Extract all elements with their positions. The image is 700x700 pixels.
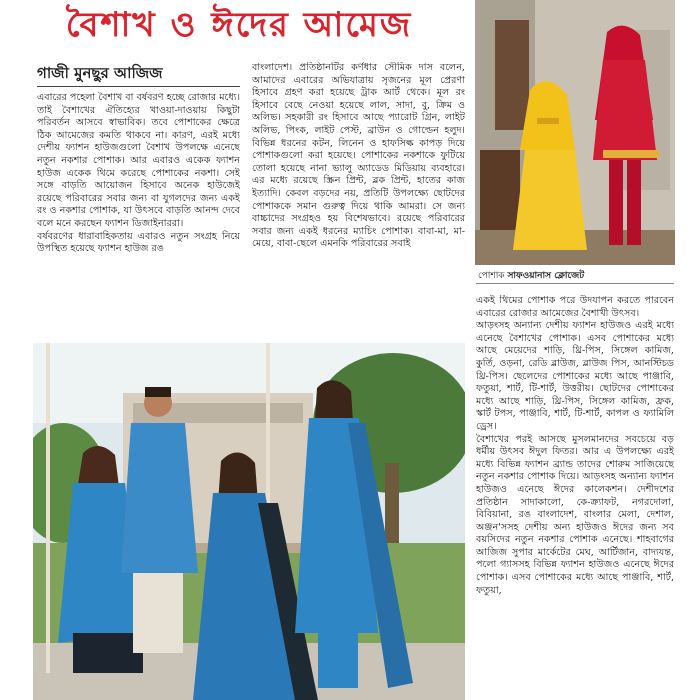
paragraph: বাংলাদেশ। প্রতিষ্ঠানটির কর্ণধার সৌমিক দাস বলেন, আমাদের এবারের অভিযাত্রায় সৃজনের মূল প্রেরণা হিসাবে গ্রহণ করা হয়েছে ট্রাক আর্ট থেকে। মূল রং হিসাবে বেছে নেওয়া হয়েছে লাল, সাদা, বু, ক্রিম ও অলিভ। সহকারী রং হিসাবে আছে প্যারোট গ্রিন, লাইট অলিভ, পিংক, লাইট পেস্ট, ব্রাউন ও গোল্ডেন হলুদ। বিভিন্ন ধরনের কটন, লিনেন ও হাফসিল্ক কাপড় দিয়ে পোশাকগুলো করা হয়েছে। পোশাকের নকশাকে ফুটিয়ে তোলা হয়েছে নানা ভ্যালু অ্যাডেড মিডিয়ায় ব্যবহারে। এর মধ্যে রয়েছে স্ক্রিন প্রিন্ট, ব্লক প্রিন্ট, হাতের কাজ ইত্যাদি। কেবল বড়দের নয়, প্রতিটি উপলক্ষ্যে ছোটদের পোশাককে সমান গুরুত্ব দিয়ে থাকি আমরা। সে জন্য বাচ্চাদের সংগ্রহও হয় বিশেষভাবে। রয়েছে পরিবারের সবার জন্য একই ধরনের ম্যাচিং পোশাক। বাবা-মা, মা-মেয়ে, বাবা-ছেলে এমনকি পরিবারের সবাই — [252, 62, 465, 250]
window-frame — [495, 20, 529, 130]
paragraph: একই থিমের পোশাক পরে উদযাপন করতে পারবেন এবারের রোজার আমেজের বৈশাখী উৎসব। — [476, 295, 674, 319]
byline: গাজী মুনছুর আজিজ — [37, 64, 163, 82]
caption-prefix: পোশাক — [478, 271, 505, 281]
hair — [145, 387, 171, 397]
photo-caption — [478, 268, 674, 283]
family-photo-illustration — [33, 343, 465, 700]
family-photo — [33, 343, 465, 700]
fashion-photo — [475, 0, 675, 265]
blue-trouser — [318, 633, 358, 688]
blue-panjabi — [121, 423, 198, 573]
red-trouser-right — [627, 160, 641, 245]
red-trouser-left — [609, 160, 623, 245]
white-pajama — [133, 573, 183, 653]
gold-border — [603, 150, 659, 158]
caption-credit: সাফওয়ানাস ক্লোজেট — [507, 271, 585, 281]
text-column-2 — [252, 62, 465, 337]
headline: বৈশাখ ও ঈদের আমেজ — [65, 5, 413, 45]
fashion-photo-illustration — [475, 0, 675, 265]
paragraph: বৈশাখের পরই আসছে মুসলমানদের সবচেয়ে বড় ধর্মীয় উৎসব ঈদুল ফিতর। আর এ উপলক্ষ্যে এরই মধ্যে বিভিন্ন ফ্যাশন ব্র্যান্ড তাদের শোরুম সাজিয়েছে নতুন নকশার পোশাক দিয়ে। আড়ংসহ অন্যান্য ফ্যাশন হাউজও এনেছে ঈদের কালেকশন। দেশীদশের প্রতিষ্ঠান সাদাকালো, কে-ক্র্যাফট, নগরদোলা, বিবিয়ানা, রঙ বাংলাদেশ, বাংলার মেলা, দেশাল, অঞ্জন'সসহ দেশীয় অন্য হাউজও ঈদের জন্য সব বয়সিদের নতুন নকশার পোশাক এনেছে। শাহবাগের আজিজ সুপার মার্কেটের মেঘ, আর্টিজান, বাদ্যযন্ত, পলো গ্যাসসহ বিভিন্ন ফ্যাশন হাউজও এনেছে ঈদের পোশাক। এসব পোশাকের মধ্যে আছে পাঞ্জাবি, শার্ট, ফতুয়া, — [476, 433, 674, 596]
black-trouser — [73, 633, 143, 673]
caption-rule — [476, 283, 674, 284]
text-column-3 — [476, 295, 674, 700]
embroidery — [537, 118, 559, 124]
paragraph: আড়ংসহ অন্যান্য দেশীয় ফ্যাশন হাউজও এরই মধ্যে এনেছে বৈশাখের পোশাক। এসব পোশাকের মধ্যে আছে মেয়েদের শাড়ি, থ্রি-পিস, সিঙ্গেল কামিজ, কুর্তি, ওড়না, রেডি ব্লাউজ, ব্লাউজ পিস, আনস্টিচড থ্রি-পিস। ছেলেদের পোশাকের মধ্যে আছে পাঞ্জাবি, ফতুয়া, শার্ট, টি-শার্ট, উত্তরীয়। ছোটদের পোশাকের মধ্যে আছে শাড়ি, থ্রি-পিস, সিঙ্গেল কামিজ, ফ্রক, স্কার্ট টপস, পাঞ্জাবি, শার্ট, টি-শার্ট, কাপল ও ফ্যামিলি ড্রেস। — [476, 320, 674, 432]
paragraph: বর্ষবরণের ধারাবাহিকতায় এবারও নতুন সংগ্রহ নিয়ে উপস্থিত হয়েছে ফ্যাশন হাউজ রঙ — [37, 230, 240, 255]
cabinet — [480, 150, 520, 230]
yellow-dress — [513, 150, 587, 250]
byline-rule — [37, 86, 240, 87]
text-column-1 — [37, 92, 240, 337]
paragraph: এবারের পহেলা বৈশাখ বা বর্ষবরণ হচ্ছে রোজার মধ্যে। তাই বৈশাখের ঐতিহ্যের খাওয়া-দাওয়ায় কিছুটা পরিবর্তন আসবে স্বাভাবিক। তবে পোশাকের ক্ষেত্রে ঠিক আমেজের কমতি থাকবে না। কারণ, এরই মধ্যে দেশীয় ফ্যাশন হাউজগুলো বৈশাখ উপলক্ষে এনেছে নতুন নকশার পোশাক। আর এবারও একেক ফ্যাশন হাউজ একেক থিমে করেছে পোশাকের নকশা। সেই সঙ্গে বাড়তি আয়োজন হিসাবে অনেক হাউজেই রয়েছে পরিবারের সবার জন্য বা যুগলদের জন্য একই রং ও নকশার পোশাক, যা উৎসবে বাড়তি আনন্দ দেবে বলে মনে করছেন ফ্যাশন ডিজাইনাররা। — [37, 92, 240, 229]
